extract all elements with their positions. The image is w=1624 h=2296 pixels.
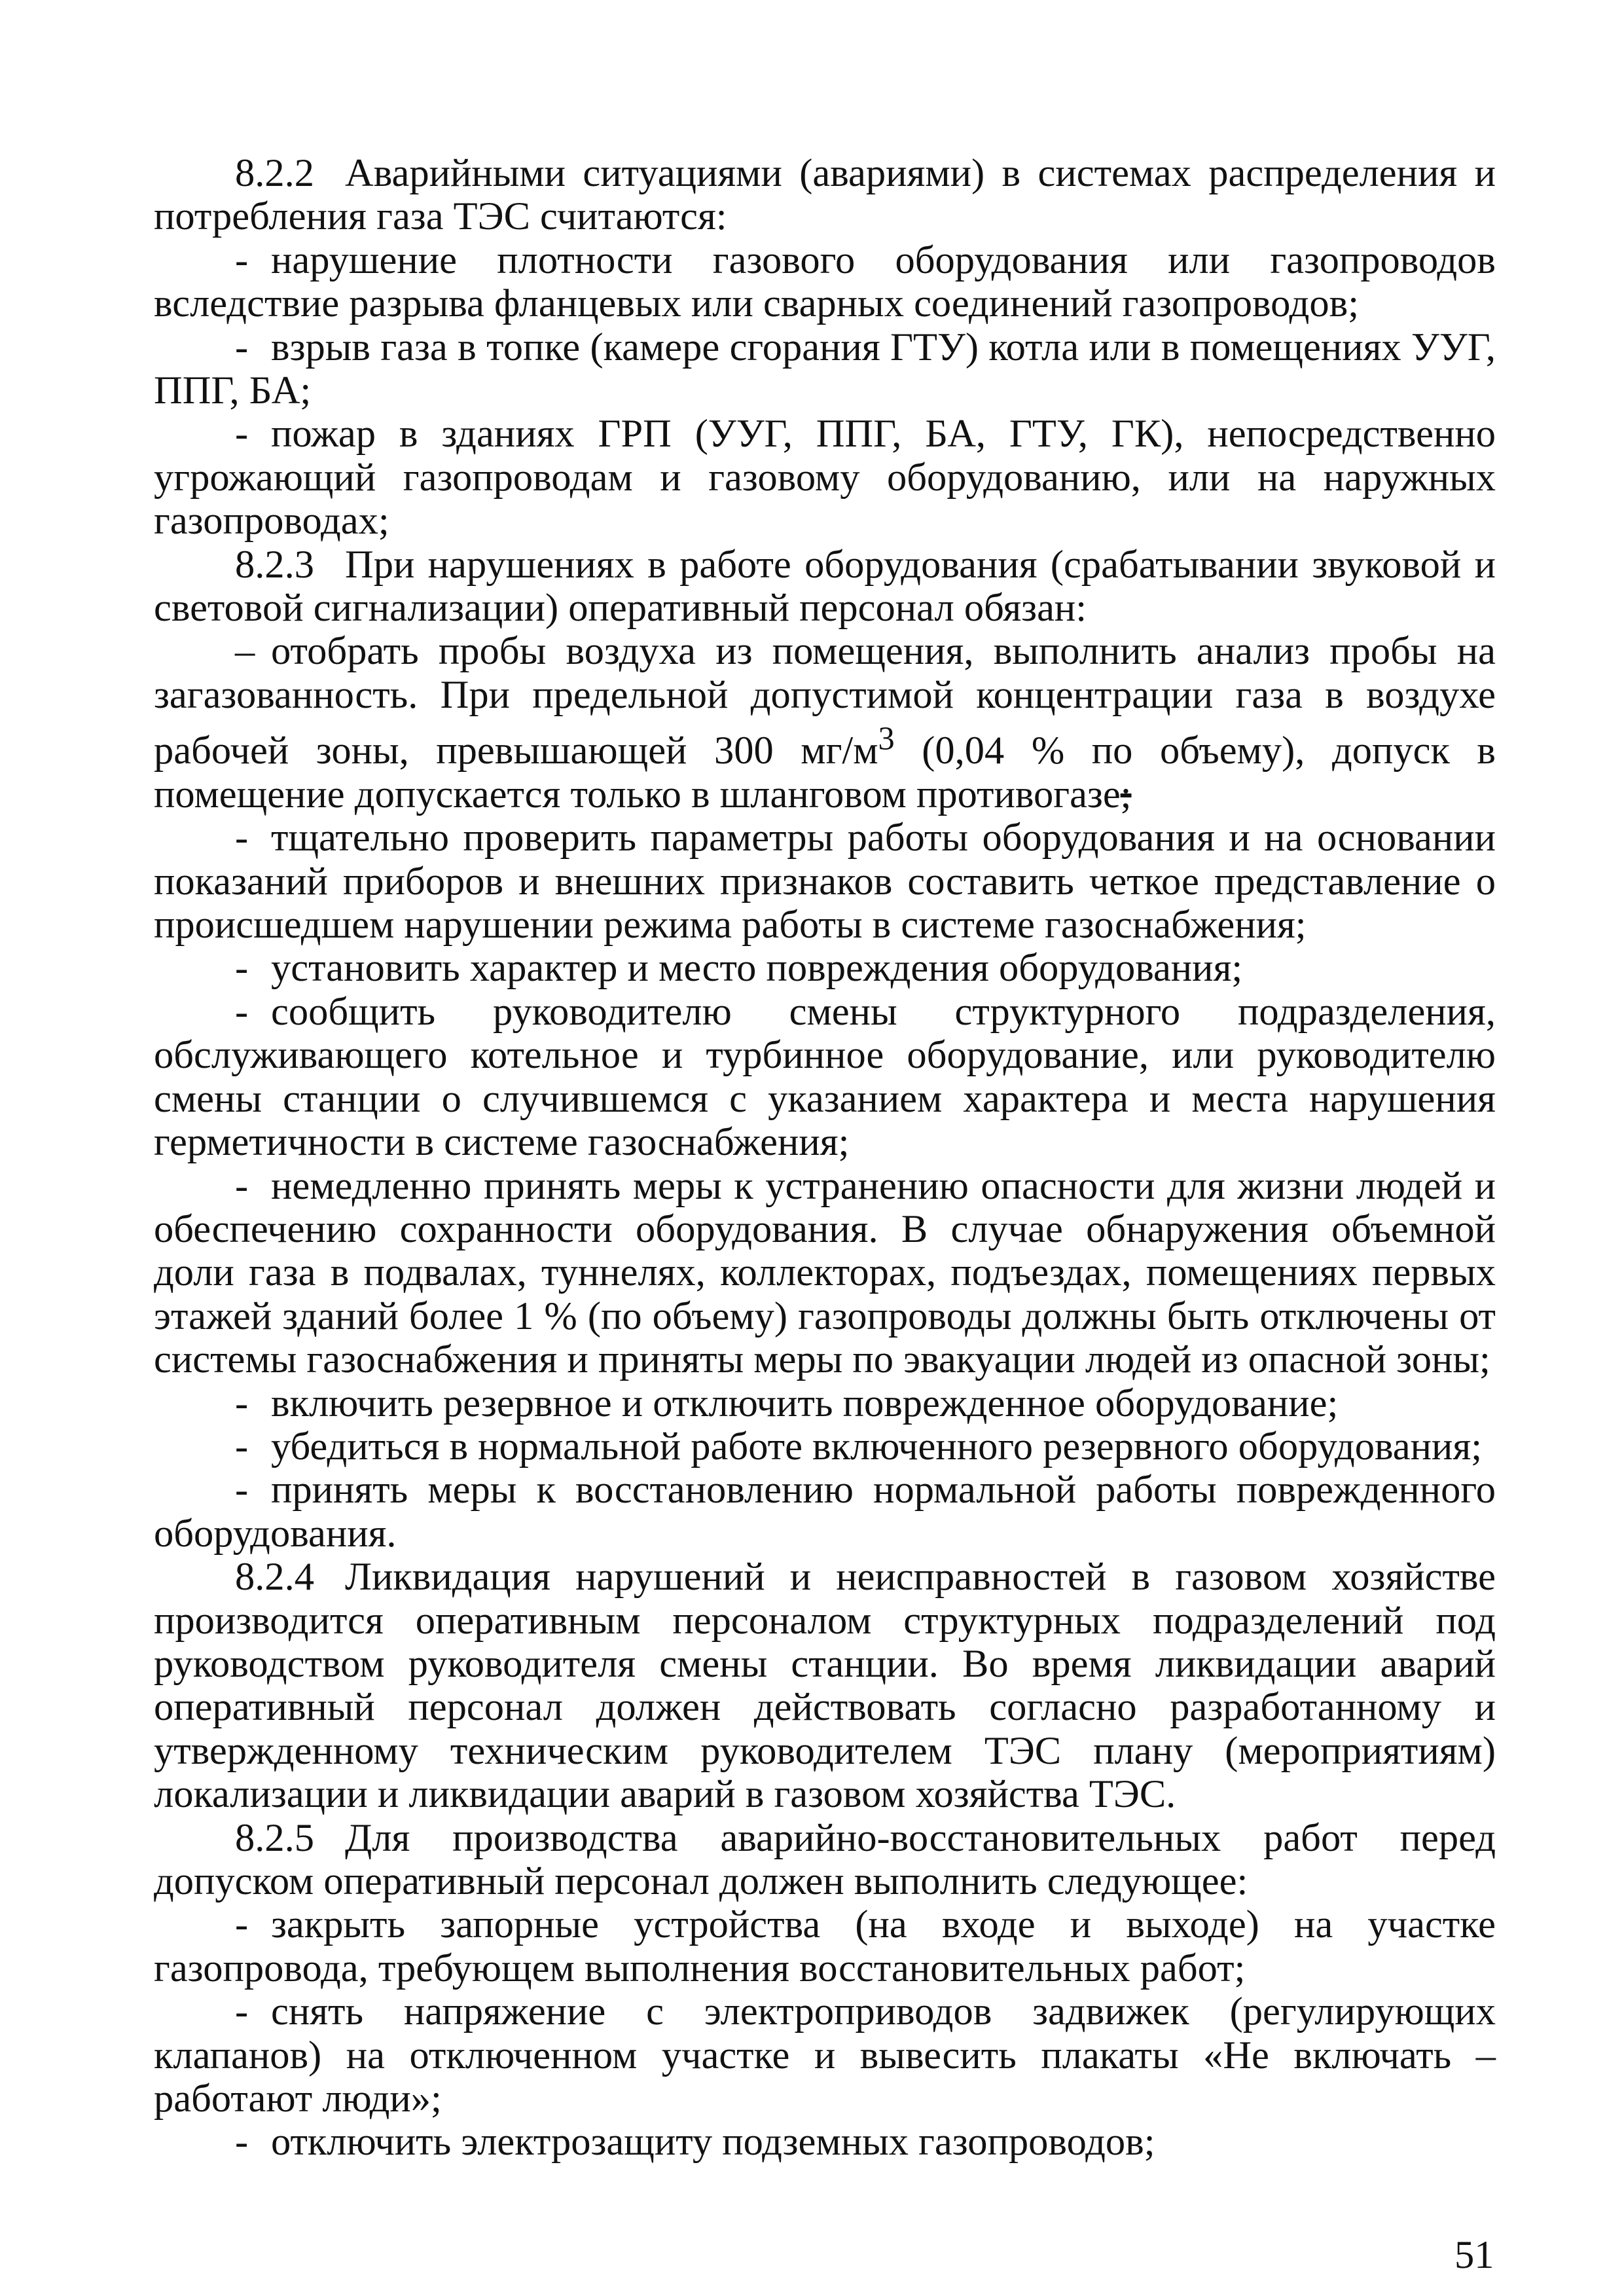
list-item-text-part: отобрать пробы воздуха из помещения, выполнить анализ пробы на загазованность. При предельной допустимой концентрации газа в воздухе рабочей зоны, превышающей 300 мг/м (154, 629, 1496, 773)
paragraph-text: При нарушениях в работе оборудования (срабатывании звуковой и световой сигнализации) оперативный персонал обязан: (154, 542, 1496, 630)
list-item (154, 239, 1496, 326)
list-item-text: установить характер и место повреждения оборудования; (271, 946, 1243, 991)
list-item (154, 816, 1496, 947)
list-item (154, 1382, 1496, 1425)
paragraph-text: Ликвидация нарушений и неисправностей в газовом хозяйстве производится оперативным персоналом структурных подразделений под руководством руководителя смены станции. Во время ликвидации аварий оперативный персонал должен действовать согласно разработанному и утвержденному техническим руководителем ТЭС плану (мероприятиям) локализации и ликвидации аварий в газовом хозяйства ТЭС. (154, 1555, 1496, 1817)
list-bullet: - (235, 1424, 249, 1468)
list-item (154, 326, 1496, 413)
list-bullet: - (235, 325, 249, 369)
struck-out-punctuation: ; (1120, 772, 1132, 816)
list-item-text: снять напряжение с электроприводов задвижек (регулирующих клапанов) на отключенном участке и вывесить плакаты «Не включать – работают люди»; (154, 1990, 1496, 2121)
list-bullet: - (235, 412, 249, 456)
list-bullet: - (235, 238, 249, 282)
list-item (154, 1425, 1496, 1468)
list-item-text: закрыть запорные устройства (на входе и выходе) на участке газопровода, требующем выполнения восстановительных работ; (154, 1903, 1496, 1990)
list-item-text-part: (0,04 % по объему), допуск в помещение допускается только в шланговом противогазе (154, 729, 1496, 816)
list-item-text: убедиться в нормальной работе включенного резервного оборудования; (271, 1424, 1483, 1468)
paragraph-8-2-5 (154, 1817, 1496, 1904)
list-item-text: пожар в зданиях ГРП (УУГ, ППГ, БА, ГТУ, ГК), непосредственно угрожающий газопроводам и газовому оборудованию, или на наружных газопроводах; (154, 412, 1496, 543)
list-bullet: - (235, 1903, 249, 1947)
list-bullet: - (235, 946, 249, 991)
list-item (154, 630, 1496, 816)
list-item (154, 412, 1496, 543)
list-item-text: нарушение плотности газового оборудования или газопроводов вследствие разрыва фланцевых или сварных соединений газопроводов; (154, 238, 1496, 326)
list-item (154, 1903, 1496, 1990)
list-item-text: немедленно принять меры к устранению опасности для жизни людей и обеспечению сохранности оборудования. В случае обнаружения объемной доли газа в подвалах, туннелях, коллекторах, подъездах, помещениях первых этажей зданий более 1 % (по объему) газопроводы должны быть отключены от системы газоснабжения и приняты меры по эвакуации людей из опасной зоны; (154, 1163, 1496, 1382)
list-bullet: - (235, 1381, 249, 1425)
list-item (154, 1468, 1496, 1556)
paragraph-8-2-2 (154, 152, 1496, 239)
list-item (154, 1165, 1496, 1382)
list-bullet: - (235, 1468, 249, 1512)
section-number: 8.2.2 (235, 151, 314, 195)
section-number: 8.2.4 (235, 1555, 314, 1599)
list-item-text: включить резервное и отключить поврежденное оборудование; (271, 1381, 1339, 1425)
list-bullet: – (235, 629, 255, 674)
list-item-text: сообщить руководителю смены структурного подразделения, обслуживающего котельное и турбинное оборудование, или руководителю смены станции о случившемся с указанием характера и места нарушения герметичности в системе газоснабжения; (154, 989, 1496, 1165)
section-number: 8.2.5 (235, 1815, 314, 1860)
list-item-text: тщательно проверить параметры работы оборудования и на основании показаний приборов и внешних признаков составить четкое представление о происшедшем нарушении режима работы в системе газоснабжения; (154, 816, 1496, 947)
list-item (154, 991, 1496, 1165)
list-item (154, 947, 1496, 990)
list-bullet: - (235, 816, 249, 860)
list-item (154, 2121, 1496, 2164)
list-bullet: - (235, 2120, 249, 2164)
page-number: 51 (1454, 2233, 1494, 2277)
list-item-text: отключить электрозащиту подземных газопроводов; (271, 2120, 1155, 2164)
section-number: 8.2.3 (235, 542, 314, 587)
list-bullet: - (235, 989, 249, 1034)
paragraph-8-2-3 (154, 543, 1496, 630)
list-item-text: взрыв газа в топке (камере сгорания ГТУ) котла или в помещениях УУГ, ППГ, БА; (154, 325, 1496, 413)
list-bullet: - (235, 1163, 249, 1208)
paragraph-8-2-4 (154, 1556, 1496, 1816)
page-body (154, 152, 1496, 2164)
paragraph-text: Для производства аварийно-восстановительных работ перед допуском оперативный персонал должен выполнить следующее: (154, 1815, 1496, 1903)
superscript-exponent: 3 (878, 720, 895, 757)
list-bullet: - (235, 1990, 249, 2034)
list-item (154, 1990, 1496, 2121)
list-item-text: принять меры к восстановлению нормальной работы поврежденного оборудования. (154, 1468, 1496, 1556)
paragraph-text: Аварийными ситуациями (авариями) в системах распределения и потребления газа ТЭС считаются: (154, 151, 1496, 239)
